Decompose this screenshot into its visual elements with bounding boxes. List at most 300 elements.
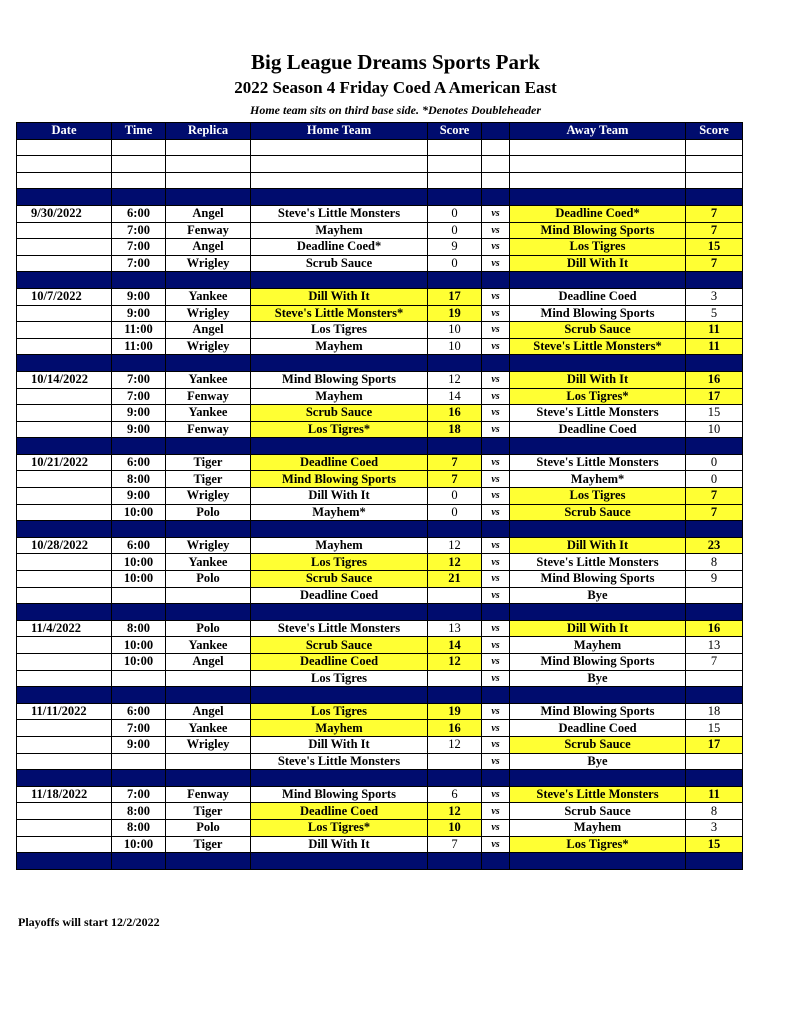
- week-separator: [17, 604, 743, 621]
- blank-cell: [112, 139, 166, 156]
- replica-cell: Yankee: [166, 405, 251, 422]
- separator-cell: [510, 687, 686, 704]
- replica-cell: Fenway: [166, 222, 251, 239]
- time-cell: 8:00: [112, 620, 166, 637]
- separator-cell: [112, 521, 166, 538]
- vs-cell: vs: [482, 537, 510, 554]
- date-cell: 11/18/2022: [17, 786, 112, 803]
- vs-cell: vs: [482, 205, 510, 222]
- week-separator: [17, 770, 743, 787]
- replica-cell: Angel: [166, 239, 251, 256]
- separator-cell: [482, 355, 510, 372]
- replica-cell: Fenway: [166, 421, 251, 438]
- game-row: [17, 620, 743, 637]
- away-score-cell: 11: [686, 786, 743, 803]
- away-team-cell: Mind Blowing Sports: [510, 305, 686, 322]
- home-score-cell: 12: [428, 537, 482, 554]
- time-cell: 10:00: [112, 836, 166, 853]
- home-team-cell: Mayhem: [251, 338, 428, 355]
- home-score-cell: 17: [428, 288, 482, 305]
- page-subtitle: 2022 Season 4 Friday Coed A American East: [234, 78, 557, 97]
- date-cell: 10/28/2022: [17, 537, 112, 554]
- away-team-cell: Scrub Sauce: [510, 322, 686, 339]
- home-team-cell: Mind Blowing Sports: [251, 786, 428, 803]
- home-team-cell: Mind Blowing Sports: [251, 471, 428, 488]
- column-header-replica: Replica: [166, 123, 251, 140]
- separator-cell: [112, 853, 166, 870]
- vs-cell: vs: [482, 720, 510, 737]
- away-team-cell: Mayhem: [510, 637, 686, 654]
- time-cell: [112, 670, 166, 687]
- separator-cell: [112, 770, 166, 787]
- home-score-cell: 12: [428, 554, 482, 571]
- separator-cell: [166, 272, 251, 289]
- blank-cell: [17, 139, 112, 156]
- blank-row: [17, 156, 743, 173]
- home-team-cell: Scrub Sauce: [251, 637, 428, 654]
- away-score-cell: [686, 753, 743, 770]
- vs-cell: vs: [482, 803, 510, 820]
- replica-cell: Angel: [166, 703, 251, 720]
- home-score-cell: [428, 753, 482, 770]
- home-team-cell: Deadline Coed: [251, 803, 428, 820]
- home-score-cell: 0: [428, 222, 482, 239]
- away-team-cell: Los Tigres*: [510, 836, 686, 853]
- separator-cell: [112, 438, 166, 455]
- blank-cell: [686, 139, 743, 156]
- separator-cell: [482, 272, 510, 289]
- away-score-cell: 7: [686, 488, 743, 505]
- away-score-cell: 23: [686, 537, 743, 554]
- separator-cell: [686, 438, 743, 455]
- page-title: Big League Dreams Sports Park: [251, 50, 540, 74]
- date-cell: [17, 421, 112, 438]
- vs-cell: vs: [482, 239, 510, 256]
- bye-row: [17, 587, 743, 604]
- date-cell: [17, 305, 112, 322]
- game-row: [17, 288, 743, 305]
- away-team-cell: Dill With It: [510, 620, 686, 637]
- home-score-cell: 7: [428, 454, 482, 471]
- game-row: [17, 222, 743, 239]
- blank-cell: [482, 156, 510, 173]
- separator-cell: [686, 355, 743, 372]
- away-score-cell: 5: [686, 305, 743, 322]
- separator-cell: [251, 521, 428, 538]
- blank-cell: [166, 139, 251, 156]
- column-header-home-score: Score: [428, 123, 482, 140]
- away-team-cell: Mind Blowing Sports: [510, 222, 686, 239]
- separator-cell: [112, 604, 166, 621]
- replica-cell: Polo: [166, 504, 251, 521]
- blank-cell: [166, 172, 251, 189]
- away-team-cell: Dill With It: [510, 537, 686, 554]
- vs-cell: vs: [482, 488, 510, 505]
- vs-cell: vs: [482, 405, 510, 422]
- separator-cell: [17, 853, 112, 870]
- home-score-cell: 7: [428, 836, 482, 853]
- time-cell: 9:00: [112, 305, 166, 322]
- replica-cell: Yankee: [166, 554, 251, 571]
- time-cell: 9:00: [112, 405, 166, 422]
- separator-cell: [510, 770, 686, 787]
- home-team-cell: Deadline Coed: [251, 654, 428, 671]
- separator-cell: [686, 853, 743, 870]
- separator-cell: [166, 604, 251, 621]
- away-team-cell: Los Tigres: [510, 239, 686, 256]
- home-team-cell: Scrub Sauce: [251, 405, 428, 422]
- replica-cell: Wrigley: [166, 488, 251, 505]
- away-team-cell: Deadline Coed: [510, 288, 686, 305]
- away-team-cell: Scrub Sauce: [510, 803, 686, 820]
- home-team-cell: Los Tigres: [251, 554, 428, 571]
- separator-cell: [17, 355, 112, 372]
- page-note: Home team sits on third base side. *Denotes Doubleheader: [250, 103, 541, 117]
- game-row: [17, 703, 743, 720]
- replica-cell: Wrigley: [166, 255, 251, 272]
- blank-cell: [112, 172, 166, 189]
- game-row: [17, 205, 743, 222]
- week-separator: [17, 189, 743, 206]
- time-cell: 7:00: [112, 786, 166, 803]
- separator-cell: [17, 272, 112, 289]
- time-cell: 11:00: [112, 338, 166, 355]
- away-score-cell: 7: [686, 504, 743, 521]
- vs-cell: vs: [482, 753, 510, 770]
- column-header-away-team: Away Team: [510, 123, 686, 140]
- column-header-home-team: Home Team: [251, 123, 428, 140]
- away-team-cell: Deadline Coed*: [510, 205, 686, 222]
- vs-cell: vs: [482, 504, 510, 521]
- away-team-cell: Steve's Little Monsters: [510, 786, 686, 803]
- date-cell: [17, 571, 112, 588]
- date-cell: [17, 239, 112, 256]
- separator-cell: [251, 438, 428, 455]
- game-row: [17, 537, 743, 554]
- time-cell: 10:00: [112, 554, 166, 571]
- replica-cell: Tiger: [166, 803, 251, 820]
- home-team-cell: Scrub Sauce: [251, 255, 428, 272]
- away-score-cell: 15: [686, 836, 743, 853]
- game-row: [17, 454, 743, 471]
- home-team-cell: Steve's Little Monsters*: [251, 305, 428, 322]
- game-row: [17, 504, 743, 521]
- time-cell: 10:00: [112, 637, 166, 654]
- time-cell: 7:00: [112, 720, 166, 737]
- away-team-cell: Deadline Coed: [510, 720, 686, 737]
- away-score-cell: 18: [686, 703, 743, 720]
- away-score-cell: 9: [686, 571, 743, 588]
- bye-row: [17, 753, 743, 770]
- home-score-cell: [428, 670, 482, 687]
- home-team-cell: Steve's Little Monsters: [251, 205, 428, 222]
- time-cell: 8:00: [112, 471, 166, 488]
- separator-cell: [17, 604, 112, 621]
- blank-cell: [166, 156, 251, 173]
- separator-cell: [428, 604, 482, 621]
- time-cell: 7:00: [112, 388, 166, 405]
- replica-cell: Angel: [166, 322, 251, 339]
- replica-cell: Angel: [166, 654, 251, 671]
- separator-cell: [428, 853, 482, 870]
- time-cell: 10:00: [112, 504, 166, 521]
- vs-cell: vs: [482, 388, 510, 405]
- vs-cell: vs: [482, 421, 510, 438]
- date-cell: 9/30/2022: [17, 205, 112, 222]
- game-row: [17, 786, 743, 803]
- home-score-cell: 0: [428, 488, 482, 505]
- away-team-cell: Bye: [510, 587, 686, 604]
- home-team-cell: Mayhem: [251, 537, 428, 554]
- separator-cell: [686, 189, 743, 206]
- replica-cell: Angel: [166, 205, 251, 222]
- home-team-cell: Scrub Sauce: [251, 571, 428, 588]
- date-cell: 11/11/2022: [17, 703, 112, 720]
- away-score-cell: 11: [686, 322, 743, 339]
- vs-cell: vs: [482, 554, 510, 571]
- replica-cell: Yankee: [166, 637, 251, 654]
- away-team-cell: Scrub Sauce: [510, 504, 686, 521]
- away-team-cell: Steve's Little Monsters*: [510, 338, 686, 355]
- game-row: [17, 654, 743, 671]
- blank-cell: [112, 156, 166, 173]
- blank-cell: [17, 172, 112, 189]
- time-cell: 11:00: [112, 322, 166, 339]
- date-cell: [17, 255, 112, 272]
- replica-cell: Wrigley: [166, 305, 251, 322]
- away-score-cell: 15: [686, 239, 743, 256]
- blank-cell: [251, 172, 428, 189]
- away-team-cell: Deadline Coed: [510, 421, 686, 438]
- time-cell: [112, 587, 166, 604]
- away-score-cell: 0: [686, 454, 743, 471]
- date-cell: 10/7/2022: [17, 288, 112, 305]
- separator-cell: [251, 604, 428, 621]
- blank-cell: [686, 156, 743, 173]
- away-team-cell: Scrub Sauce: [510, 736, 686, 753]
- separator-cell: [251, 770, 428, 787]
- home-score-cell: 19: [428, 703, 482, 720]
- vs-cell: vs: [482, 836, 510, 853]
- column-header-away-score: Score: [686, 123, 743, 140]
- vs-cell: vs: [482, 255, 510, 272]
- separator-cell: [482, 687, 510, 704]
- time-cell: 9:00: [112, 288, 166, 305]
- replica-cell: Wrigley: [166, 537, 251, 554]
- separator-cell: [482, 770, 510, 787]
- date-cell: [17, 736, 112, 753]
- home-score-cell: 16: [428, 405, 482, 422]
- separator-cell: [428, 189, 482, 206]
- away-score-cell: 15: [686, 405, 743, 422]
- home-score-cell: 12: [428, 371, 482, 388]
- date-cell: [17, 753, 112, 770]
- game-row: [17, 836, 743, 853]
- away-score-cell: 8: [686, 554, 743, 571]
- home-score-cell: [428, 587, 482, 604]
- game-row: [17, 819, 743, 836]
- away-score-cell: 7: [686, 222, 743, 239]
- date-cell: [17, 637, 112, 654]
- game-row: [17, 421, 743, 438]
- date-cell: [17, 836, 112, 853]
- separator-cell: [686, 272, 743, 289]
- time-cell: 6:00: [112, 537, 166, 554]
- schedule-table: [16, 122, 743, 870]
- week-separator: [17, 438, 743, 455]
- date-cell: [17, 338, 112, 355]
- home-score-cell: 21: [428, 571, 482, 588]
- date-cell: [17, 322, 112, 339]
- separator-cell: [482, 521, 510, 538]
- separator-cell: [428, 438, 482, 455]
- date-cell: 10/14/2022: [17, 371, 112, 388]
- separator-cell: [686, 604, 743, 621]
- date-cell: [17, 720, 112, 737]
- home-team-cell: Mayhem*: [251, 504, 428, 521]
- time-cell: 7:00: [112, 371, 166, 388]
- vs-cell: vs: [482, 288, 510, 305]
- home-score-cell: 14: [428, 637, 482, 654]
- replica-cell: Polo: [166, 571, 251, 588]
- replica-cell: Yankee: [166, 288, 251, 305]
- game-row: [17, 255, 743, 272]
- vs-cell: vs: [482, 637, 510, 654]
- time-cell: [112, 753, 166, 770]
- home-score-cell: 18: [428, 421, 482, 438]
- away-score-cell: 11: [686, 338, 743, 355]
- away-team-cell: Steve's Little Monsters: [510, 454, 686, 471]
- away-team-cell: Steve's Little Monsters: [510, 405, 686, 422]
- separator-cell: [166, 521, 251, 538]
- date-cell: 11/4/2022: [17, 620, 112, 637]
- separator-cell: [17, 521, 112, 538]
- time-cell: 8:00: [112, 803, 166, 820]
- separator-cell: [251, 853, 428, 870]
- home-team-cell: Deadline Coed: [251, 587, 428, 604]
- home-score-cell: 12: [428, 803, 482, 820]
- separator-cell: [251, 687, 428, 704]
- column-header-vs: [482, 123, 510, 140]
- away-score-cell: 15: [686, 720, 743, 737]
- away-score-cell: 3: [686, 819, 743, 836]
- home-team-cell: Mind Blowing Sports: [251, 371, 428, 388]
- away-score-cell: 3: [686, 288, 743, 305]
- week-separator: [17, 521, 743, 538]
- blank-cell: [251, 156, 428, 173]
- blank-row: [17, 139, 743, 156]
- time-cell: 6:00: [112, 703, 166, 720]
- separator-cell: [686, 770, 743, 787]
- replica-cell: [166, 587, 251, 604]
- week-separator: [17, 853, 743, 870]
- game-row: [17, 305, 743, 322]
- blank-row: [17, 172, 743, 189]
- home-team-cell: Dill With It: [251, 836, 428, 853]
- away-score-cell: 17: [686, 736, 743, 753]
- away-score-cell: 7: [686, 255, 743, 272]
- home-score-cell: 9: [428, 239, 482, 256]
- week-separator: [17, 687, 743, 704]
- home-score-cell: 0: [428, 205, 482, 222]
- week-separator: [17, 272, 743, 289]
- schedule-body: [17, 139, 743, 869]
- blank-cell: [510, 156, 686, 173]
- separator-cell: [510, 521, 686, 538]
- game-row: [17, 736, 743, 753]
- home-score-cell: 14: [428, 388, 482, 405]
- date-cell: [17, 504, 112, 521]
- vs-cell: vs: [482, 305, 510, 322]
- game-row: [17, 471, 743, 488]
- vs-cell: vs: [482, 620, 510, 637]
- away-score-cell: 17: [686, 388, 743, 405]
- game-row: [17, 371, 743, 388]
- vs-cell: vs: [482, 703, 510, 720]
- away-score-cell: 16: [686, 371, 743, 388]
- separator-cell: [428, 272, 482, 289]
- away-score-cell: [686, 670, 743, 687]
- separator-cell: [428, 521, 482, 538]
- home-score-cell: 6: [428, 786, 482, 803]
- vs-cell: vs: [482, 819, 510, 836]
- home-team-cell: Dill With It: [251, 736, 428, 753]
- home-score-cell: 10: [428, 819, 482, 836]
- away-score-cell: 13: [686, 637, 743, 654]
- separator-cell: [510, 438, 686, 455]
- separator-cell: [686, 521, 743, 538]
- time-cell: 7:00: [112, 222, 166, 239]
- away-team-cell: Mind Blowing Sports: [510, 654, 686, 671]
- separator-cell: [17, 189, 112, 206]
- game-row: [17, 488, 743, 505]
- vs-cell: vs: [482, 471, 510, 488]
- home-team-cell: Steve's Little Monsters: [251, 620, 428, 637]
- game-row: [17, 388, 743, 405]
- vs-cell: vs: [482, 222, 510, 239]
- replica-cell: Tiger: [166, 454, 251, 471]
- away-score-cell: 7: [686, 654, 743, 671]
- time-cell: 6:00: [112, 205, 166, 222]
- separator-cell: [510, 272, 686, 289]
- time-cell: 9:00: [112, 488, 166, 505]
- home-score-cell: 0: [428, 504, 482, 521]
- away-team-cell: Dill With It: [510, 255, 686, 272]
- week-separator: [17, 355, 743, 372]
- blank-cell: [428, 172, 482, 189]
- replica-cell: Wrigley: [166, 338, 251, 355]
- home-team-cell: Los Tigres: [251, 703, 428, 720]
- game-row: [17, 720, 743, 737]
- away-team-cell: Mayhem: [510, 819, 686, 836]
- separator-cell: [510, 355, 686, 372]
- replica-cell: Polo: [166, 819, 251, 836]
- vs-cell: vs: [482, 338, 510, 355]
- game-row: [17, 554, 743, 571]
- home-team-cell: Los Tigres: [251, 322, 428, 339]
- away-score-cell: 10: [686, 421, 743, 438]
- away-team-cell: Mind Blowing Sports: [510, 571, 686, 588]
- replica-cell: [166, 670, 251, 687]
- blank-cell: [482, 139, 510, 156]
- game-row: [17, 637, 743, 654]
- replica-cell: Polo: [166, 620, 251, 637]
- replica-cell: Tiger: [166, 471, 251, 488]
- home-score-cell: 0: [428, 255, 482, 272]
- time-cell: 7:00: [112, 255, 166, 272]
- separator-cell: [112, 272, 166, 289]
- separator-cell: [482, 189, 510, 206]
